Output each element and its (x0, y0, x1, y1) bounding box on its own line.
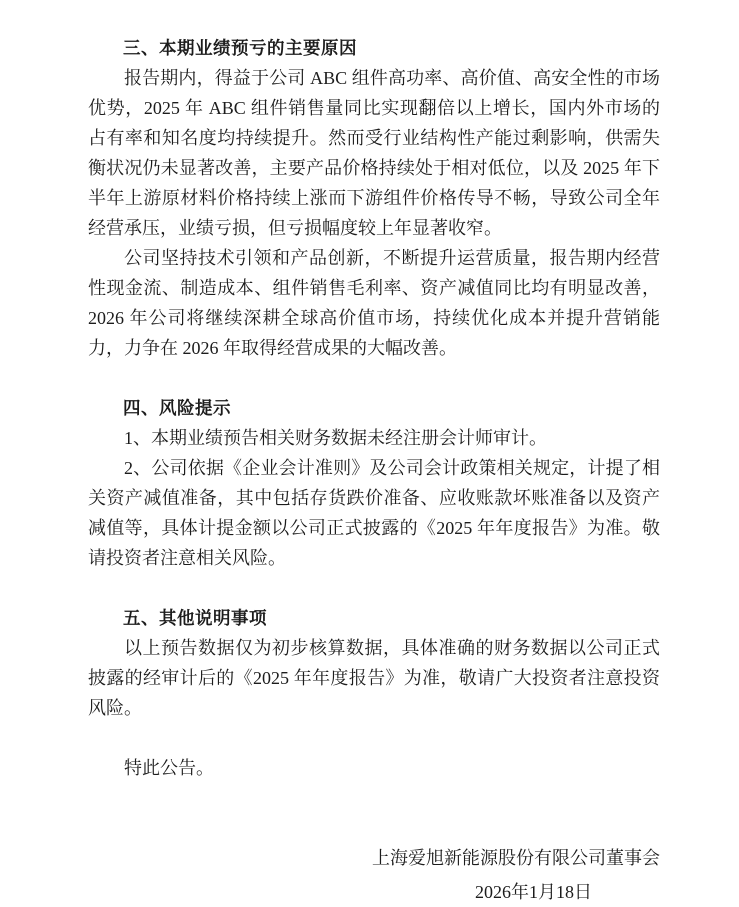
section-5-paragraph-1: 以上预告数据仅为初步核算数据，具体准确的财务数据以公司正式披露的经审计后的《2025 年年度报告》为准，敬请广大投资者注意投资风险。 (88, 638, 660, 718)
section-4-heading: 四、风险提示 (123, 398, 231, 418)
section-3-paragraph-2: 公司坚持技术引领和产品创新，不断提升运营质量，报告期内经营性现金流、制造成本、组件销售毛利率、资产减值同比均有明显改善，2026 年公司将继续深耕全球高价值市场，持续优化成本并提升营销能力，力争在 2026 年取得经营成果的大幅改善。 (88, 248, 660, 358)
section-5-heading: 五、其他说明事项 (123, 608, 267, 628)
section-3-paragraph-1: 报告期内，得益于公司 ABC 组件高功率、高价值、高安全性的市场优势，2025 年 ABC 组件销售量同比实现翻倍以上增长，国内外市场的占有率和知名度均持续提升。然而受行业结构性产能过剩影响，供需失衡状况仍未显著改善，主要产品价格持续处于相对低位，以及 2025 年下半年上游原材料价格持续上涨而下游组件价格传导不畅，导致公司全年经营承压，业绩亏损，但亏损幅度较上年显著收窄。 (88, 68, 660, 238)
company-signature: 上海爱旭新能源股份有限公司董事会 (372, 848, 660, 868)
section-3-heading: 三、本期业绩预亏的主要原因 (123, 38, 357, 58)
closing-statement: 特此公告。 (124, 758, 214, 778)
risk-item-2: 2、公司依据《企业会计准则》及公司会计政策相关规定，计提了相关资产减值准备，其中包括存货跌价准备、应收账款坏账准备以及资产减值等，具体计提金额以公司正式披露的《2025 年年度报告》为准。敬请投资者注意相关风险。 (88, 458, 660, 568)
announcement-date: 2026年1月18日 (475, 882, 592, 902)
risk-item-1: 1、本期业绩预告相关财务数据未经注册会计师审计。 (124, 428, 547, 448)
